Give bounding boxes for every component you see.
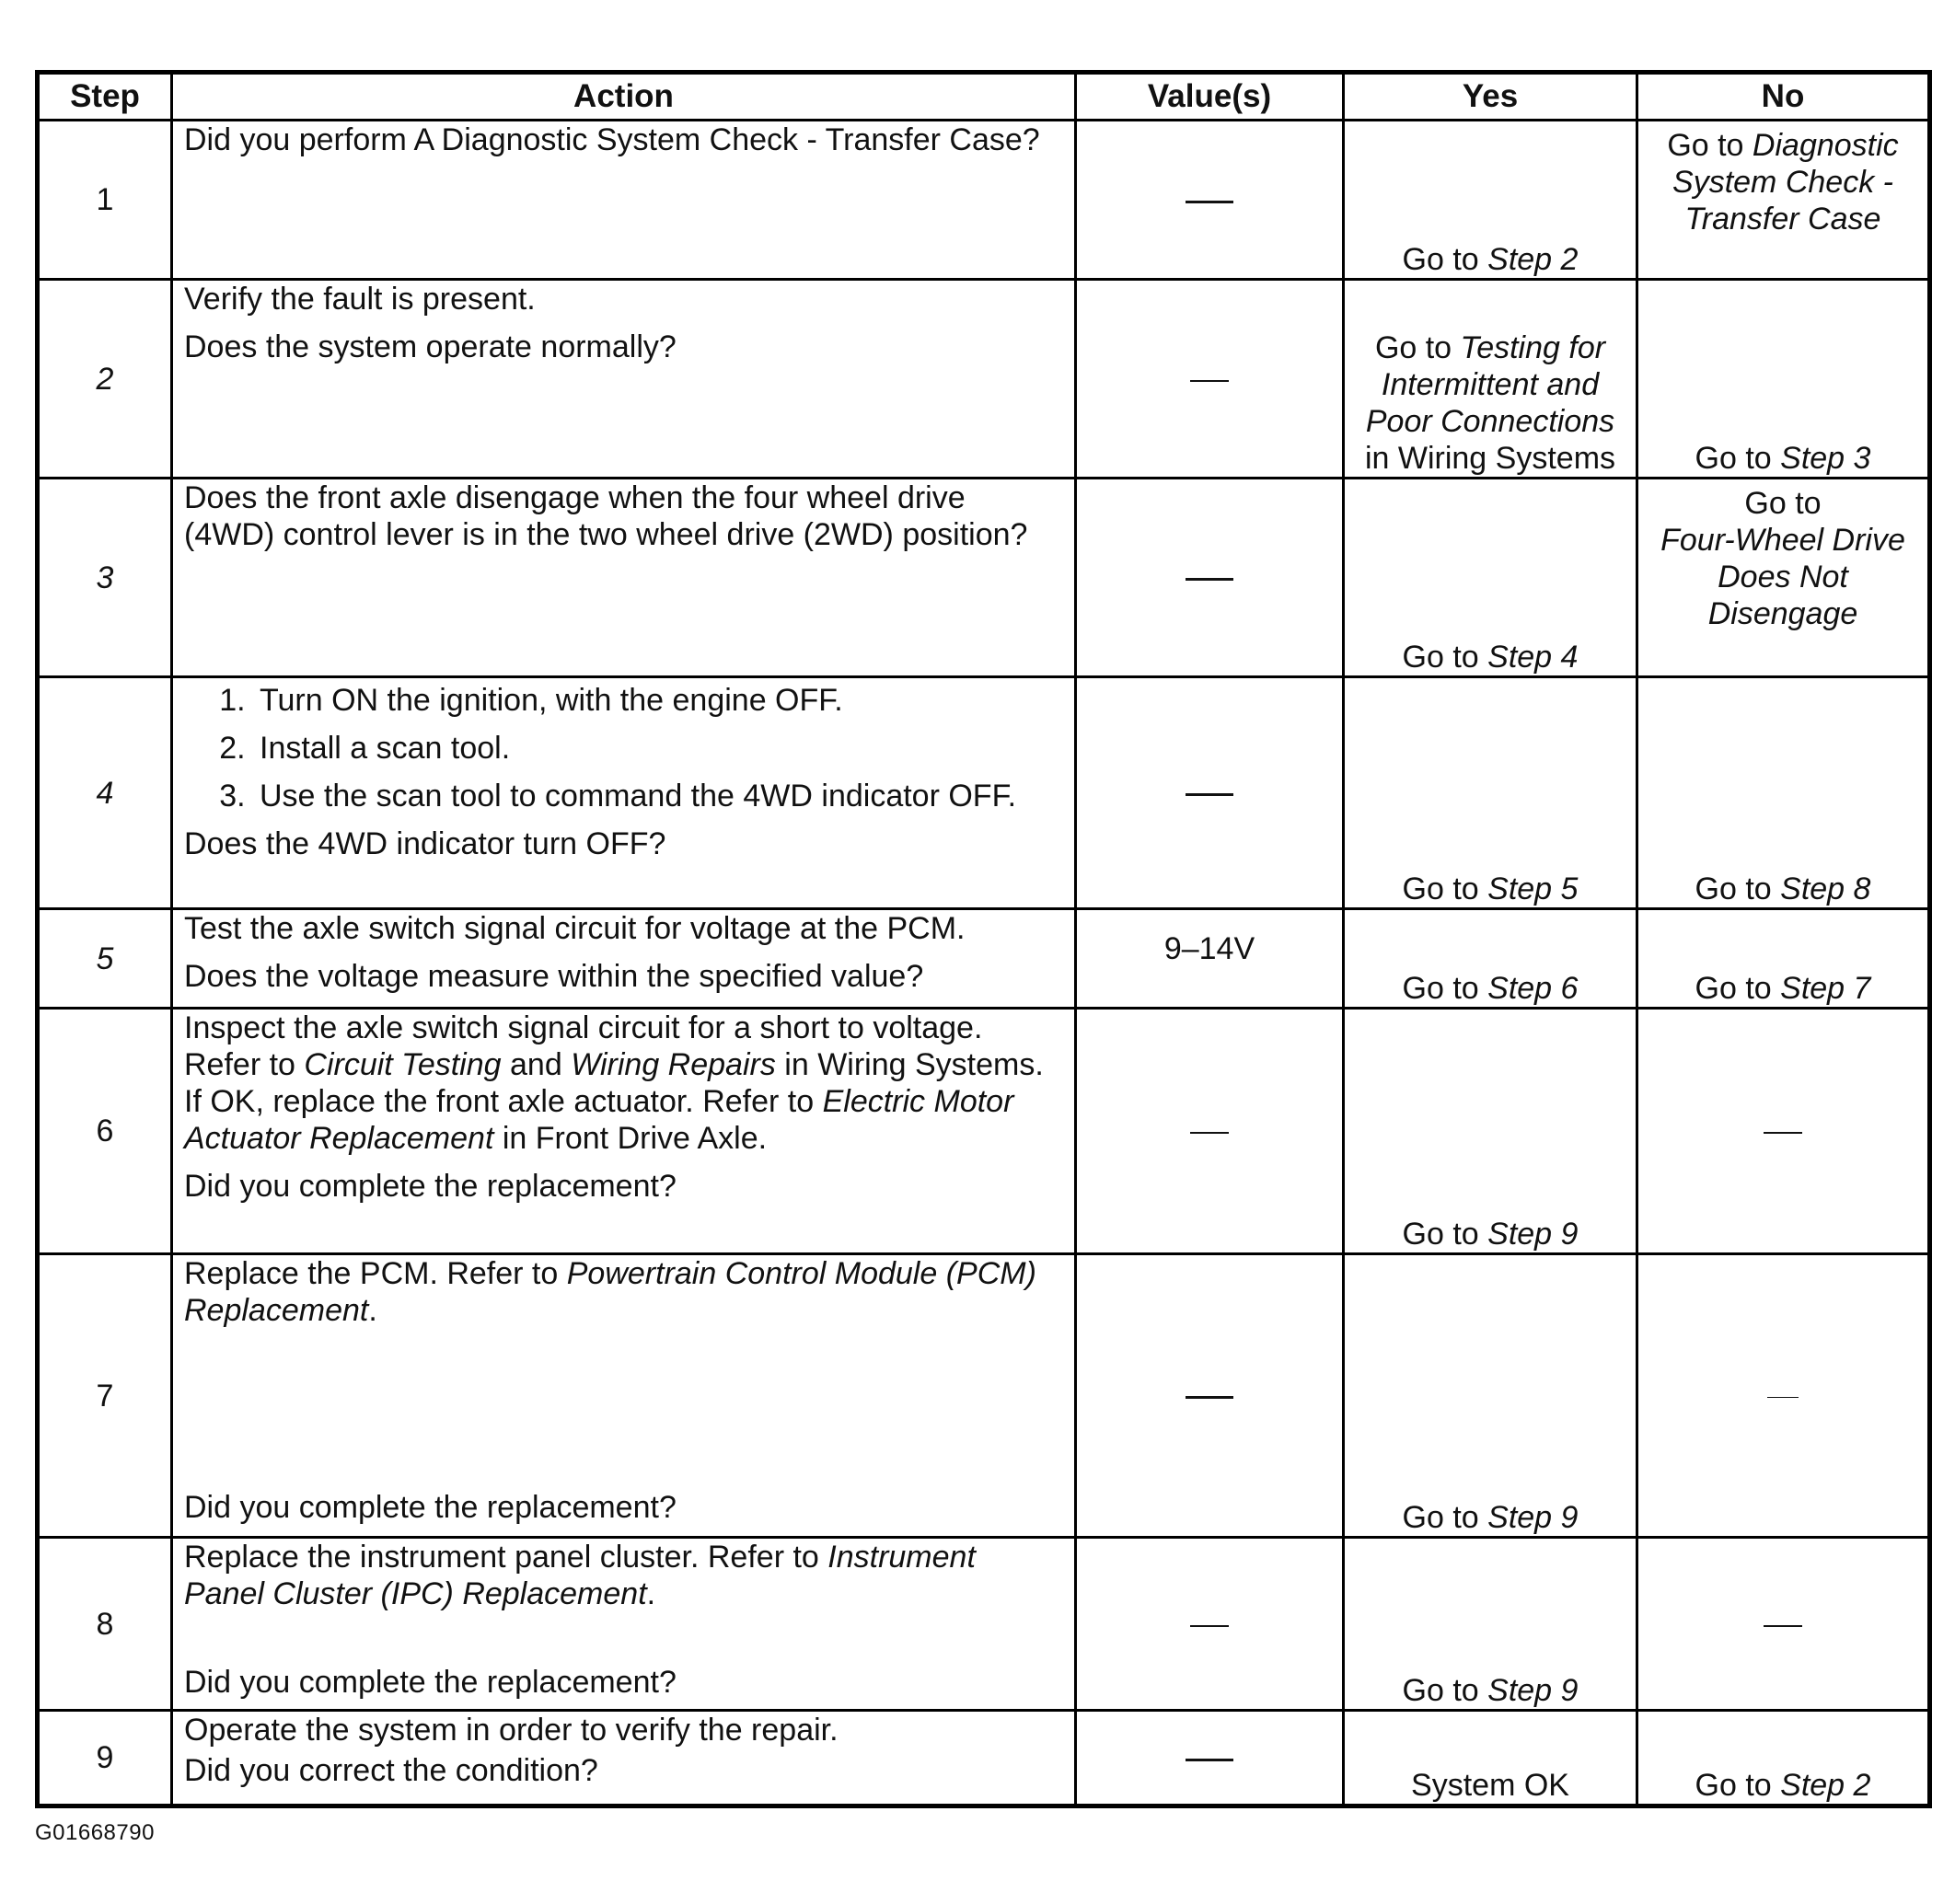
no-cell [1637,1009,1930,1254]
step-number: 1 [38,121,172,280]
action-text: Did you perform A Diagnostic System Check - Transfer Case? [184,122,1040,157]
value-dash [1186,1396,1233,1399]
no-dash [1764,1132,1802,1134]
yes-cell: Go to Step 4 [1344,479,1637,677]
action-question: Did you complete the replacement? [184,1490,677,1525]
table-row-step-7 [38,1254,1930,1538]
table-row-step-6 [38,1009,1930,1254]
diagnostic-table [35,70,1932,1808]
no-cell: Go to Step 3 [1637,280,1930,479]
yes-cell: Go to Step 9 [1344,1009,1637,1254]
value-cell [1076,121,1344,280]
no-cell: Go to Four-Wheel Drive Does Not Disengage [1637,479,1930,677]
action-text: Replace the instrument panel cluster. Refer to Instrument Panel Cluster (IPC) Replacement. [184,1540,976,1611]
table-row-step-4 [38,677,1930,909]
action-text: Inspect the axle switch signal circuit for a short to voltage. Refer to Circuit Testing and Wiring Repairs in Wiring Systems. If OK, replace the front axle actuator. Refer to Electric Motor Actuator Replacement in Front Drive Axle. [184,1010,1044,1156]
step-number: 9 [38,1711,172,1806]
yes-cell: Go to Step 5 [1344,677,1637,909]
step-number: 6 [38,1009,172,1254]
value-dash [1186,793,1233,796]
header-yes: Yes [1344,73,1637,121]
table-header-row [38,73,1930,121]
table-row-step-8 [38,1538,1930,1711]
yes-cell: Go to Step 2 [1344,121,1637,280]
value-cell [1076,677,1344,909]
action-cell [172,1711,1076,1806]
step-number: 3 [38,479,172,677]
value-cell [1076,1711,1344,1806]
action-text: Verify the fault is present. [184,282,536,317]
value-dash [1190,380,1229,382]
value-dash [1190,1132,1229,1134]
figure-id: G01668790 [35,1820,155,1845]
action-text: Test the axle switch signal circuit for voltage at the PCM. [184,911,966,946]
action-cell [172,1254,1076,1538]
yes-cell: Go to Step 9 [1344,1254,1637,1538]
yes-cell: Go to Step 6 [1344,909,1637,1009]
procedure-list [184,682,1063,814]
value-dash [1190,1625,1229,1627]
procedure-item: 3. Use the scan tool to command the 4WD indicator OFF. [254,778,1063,814]
action-cell [172,677,1076,909]
yes-cell: Go to Step 9 [1344,1538,1637,1711]
value-cell: 9–14V [1076,909,1344,1009]
table-row-step-5 [38,909,1930,1009]
action-cell [172,280,1076,479]
header-no: No [1637,73,1930,121]
header-action: Action [172,73,1076,121]
header-step: Step [38,73,172,121]
value-cell [1076,280,1344,479]
action-text: Replace the PCM. Refer to Powertrain Control Module (PCM) Replacement. [184,1256,1036,1328]
action-cell [172,909,1076,1009]
action-cell [172,479,1076,677]
no-cell: Go to Step 7 [1637,909,1930,1009]
value-cell [1076,1538,1344,1711]
step-number: 2 [38,280,172,479]
action-cell [172,121,1076,280]
step-number: 4 [38,677,172,909]
no-dash [1767,1397,1799,1398]
action-text: Does the front axle disengage when the four wheel drive (4WD) control lever is in the two wheel drive (2WD) position? [184,480,1028,552]
yes-cell: Go to Testing for Intermittent and Poor Connections in Wiring Systems [1344,280,1637,479]
table-row-step-3 [38,479,1930,677]
no-dash [1764,1625,1802,1627]
action-question: Did you complete the replacement? [184,1665,677,1700]
value-dash [1186,1759,1233,1761]
value-cell [1076,1254,1344,1538]
action-question: Does the 4WD indicator turn OFF? [184,826,666,861]
value-dash [1186,201,1233,203]
action-question: Did you complete the replacement? [184,1169,677,1204]
action-question: Does the system operate normally? [184,329,677,364]
action-text: Operate the system in order to verify the repair. [184,1713,839,1748]
no-cell [1637,1254,1930,1538]
value-dash [1186,578,1233,581]
no-cell: Go to Step 8 [1637,677,1930,909]
action-question: Did you correct the condition? [184,1753,598,1788]
header-values: Value(s) [1076,73,1344,121]
table-row-step-9 [38,1711,1930,1806]
value-cell [1076,479,1344,677]
no-cell: Go to Diagnostic System Check - Transfer Case [1637,121,1930,280]
action-question: Does the voltage measure within the specified value? [184,959,924,994]
no-cell [1637,1538,1930,1711]
table-row-step-1 [38,121,1930,280]
yes-cell: System OK [1344,1711,1637,1806]
step-number: 7 [38,1254,172,1538]
procedure-item: 2. Install a scan tool. [254,730,1063,767]
value-cell [1076,1009,1344,1254]
action-cell [172,1009,1076,1254]
step-number: 5 [38,909,172,1009]
step-number: 8 [38,1538,172,1711]
procedure-item: 1. Turn ON the ignition, with the engine OFF. [254,682,1063,719]
action-cell [172,1538,1076,1711]
no-cell: Go to Step 2 [1637,1711,1930,1806]
table-row-step-2 [38,280,1930,479]
